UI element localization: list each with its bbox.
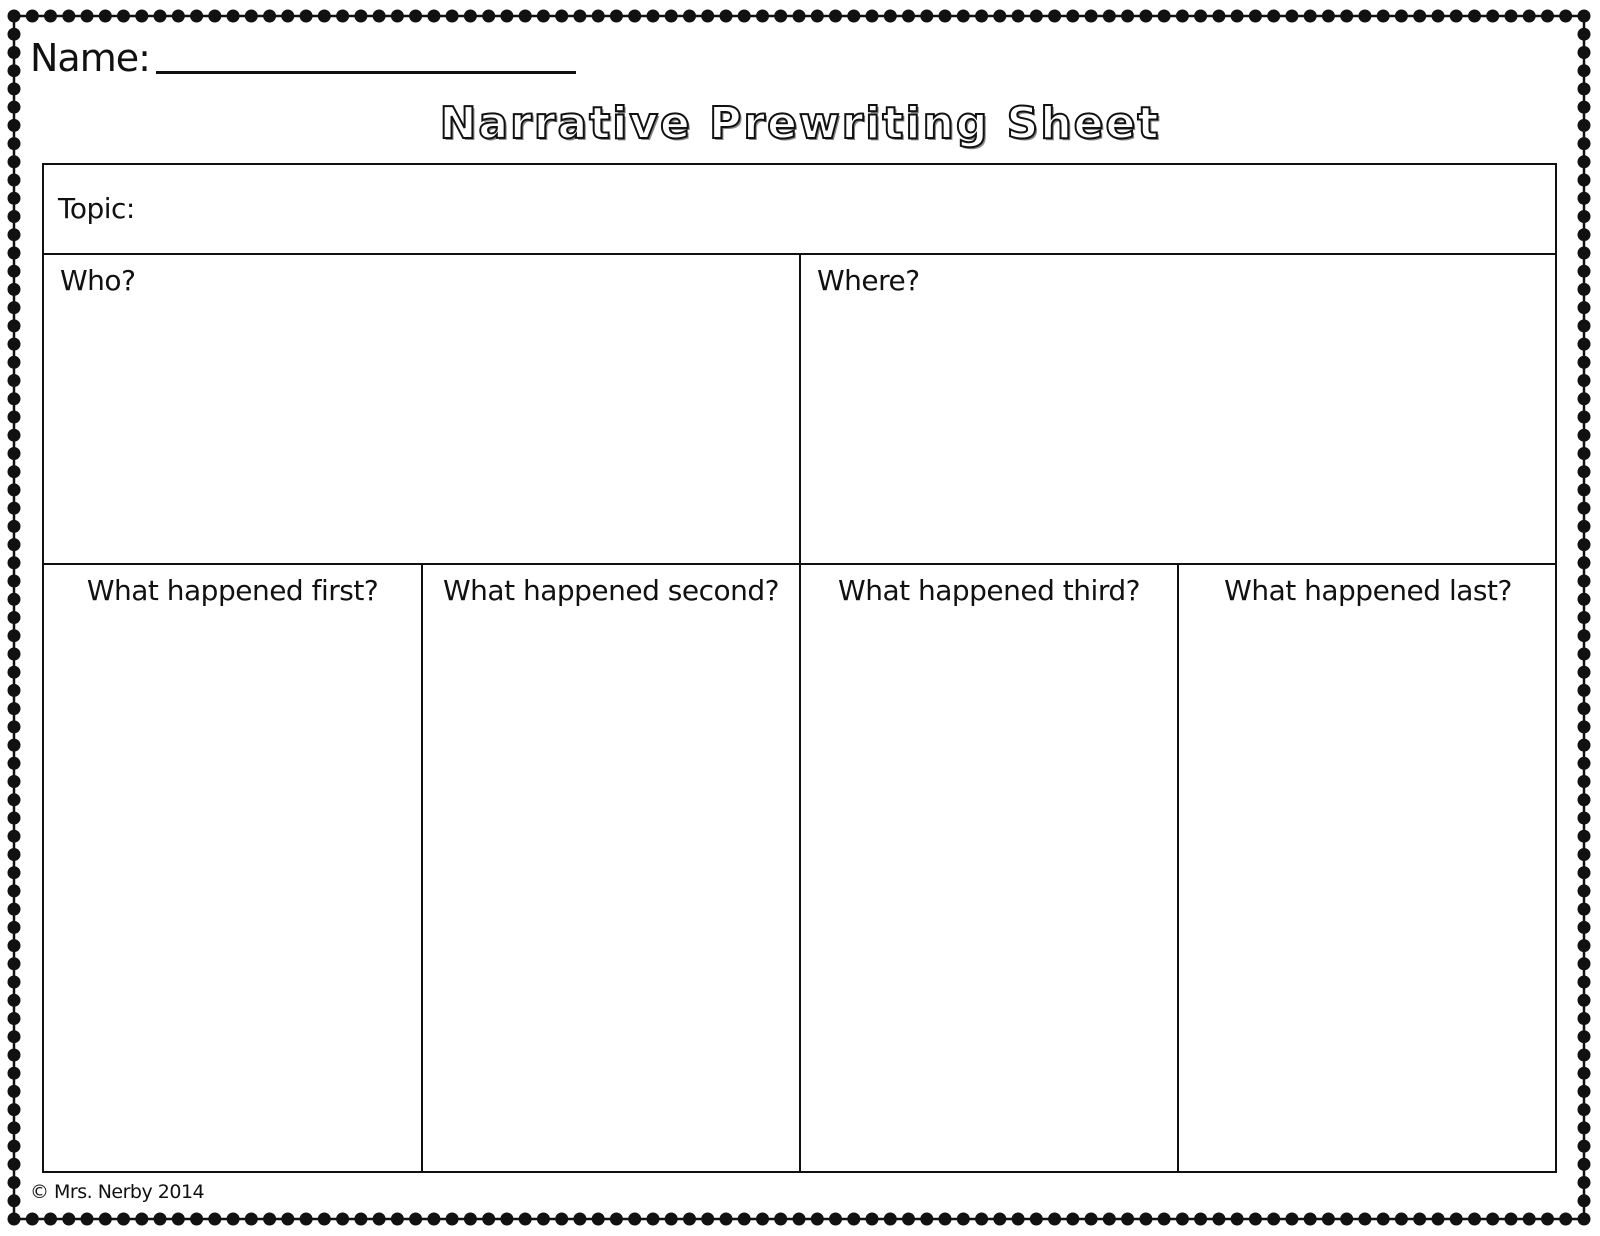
where-box[interactable] (801, 255, 1557, 565)
copyright-notice: © Mrs. Nerby 2014 (30, 1181, 205, 1203)
worksheet-title: Narrative Prewriting Sheet (439, 98, 1161, 149)
who-box[interactable] (44, 255, 801, 565)
second-event-label: What happened second? (442, 574, 779, 607)
last-event-label: What happened last? (1224, 574, 1512, 607)
first-event-label: What happened first? (86, 574, 379, 607)
second-event-box[interactable] (423, 565, 801, 1171)
name-label: Name: (30, 36, 150, 80)
topic-field[interactable] (44, 165, 1555, 255)
last-event-box[interactable] (1179, 565, 1557, 1171)
prewriting-table (42, 163, 1557, 1173)
where-label: Where? (817, 264, 920, 297)
third-event-box[interactable] (801, 565, 1179, 1171)
name-row (30, 36, 576, 80)
third-event-label: What happened third? (838, 574, 1140, 607)
who-label: Who? (60, 264, 136, 297)
name-field-line[interactable] (156, 71, 576, 74)
topic-label: Topic: (58, 192, 135, 225)
first-event-box[interactable] (44, 565, 423, 1171)
